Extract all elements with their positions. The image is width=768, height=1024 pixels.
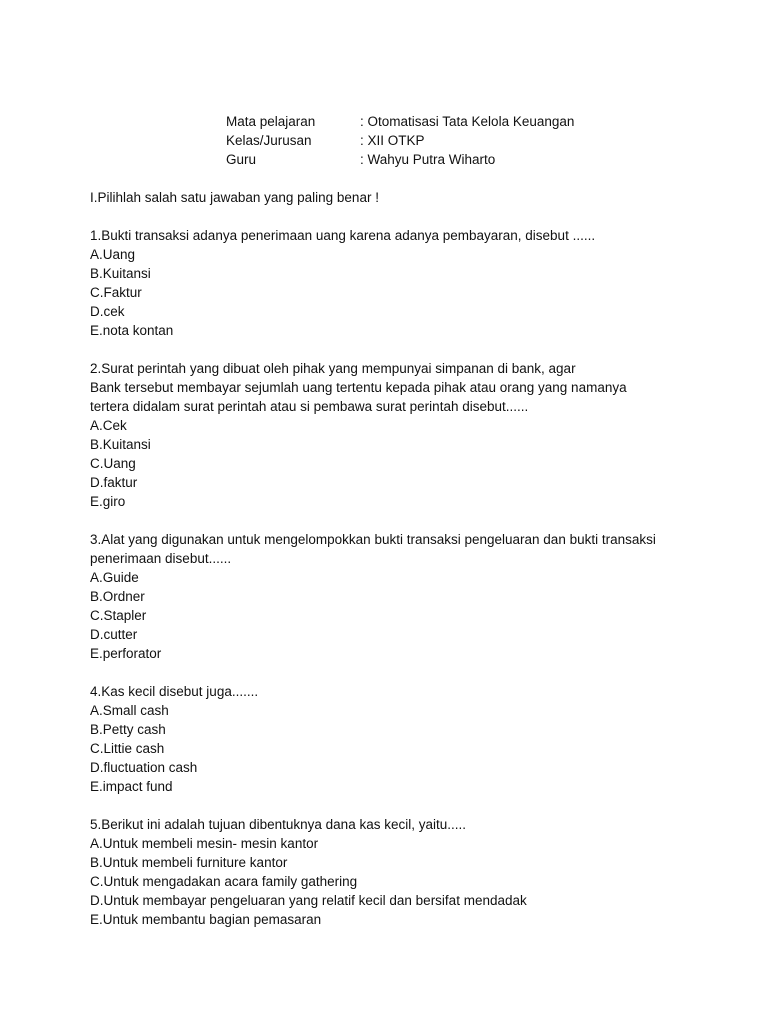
answer-option: B.Kuitansi [90, 437, 151, 452]
question-text: 4.Kas kecil disebut juga....... [90, 684, 259, 699]
document-body [90, 188, 690, 948]
answer-option: C.Faktur [90, 285, 142, 300]
header-value: : Wahyu Putra Wiharto [360, 152, 496, 167]
answer-option: E.impact fund [90, 779, 173, 794]
question-2 [90, 359, 690, 511]
header-row-class [226, 131, 574, 150]
answer-option: B.Petty cash [90, 722, 166, 737]
question-text: penerimaan disebut...... [90, 551, 232, 566]
answer-option: C.Uang [90, 456, 136, 471]
answer-option: A.Cek [90, 418, 127, 433]
answer-option: E.nota kontan [90, 323, 174, 338]
question-3 [90, 530, 690, 663]
answer-option: E.Untuk membantu bagian pemasaran [90, 912, 322, 927]
answer-option: D.fluctuation cash [90, 760, 198, 775]
header-label: Kelas/Jurusan [226, 133, 312, 148]
header-value: : XII OTKP [360, 133, 425, 148]
question-text: 5.Berikut ini adalah tujuan dibentuknya dana kas kecil, yaitu..... [90, 817, 466, 832]
answer-option: E.perforator [90, 646, 162, 661]
answer-option: D.Untuk membayar pengeluaran yang relatif kecil dan bersifat mendadak [90, 893, 527, 908]
header-label: Mata pelajaran [226, 114, 316, 129]
question-4 [90, 682, 690, 796]
question-text: 3.Alat yang digunakan untuk mengelompokkan bukti transaksi pengeluaran dan bukti transaksi [90, 532, 656, 547]
instruction-text: I.Pilihlah salah satu jawaban yang paling benar ! [90, 190, 379, 205]
answer-option: D.cutter [90, 627, 138, 642]
question-text: 1.Bukti transaksi adanya penerimaan uang karena adanya pembayaran, disebut ...... [90, 228, 596, 243]
answer-option: C.Untuk mengadakan acara family gathering [90, 874, 358, 889]
answer-option: B.Untuk membeli furniture kantor [90, 855, 288, 870]
question-text: tertera didalam surat perintah atau si pembawa surat perintah disebut...... [90, 399, 529, 414]
answer-option: A.Uang [90, 247, 136, 262]
question-text: Bank tersebut membayar sejumlah uang tertentu kepada pihak atau orang yang namanya [90, 380, 627, 395]
header-value: : Otomatisasi Tata Kelola Keuangan [360, 114, 575, 129]
answer-option: D.faktur [90, 475, 138, 490]
answer-option: D.cek [90, 304, 125, 319]
header-row-subject [226, 112, 574, 131]
answer-option: A.Guide [90, 570, 139, 585]
answer-option: C.Littie cash [90, 741, 165, 756]
question-text: 2.Surat perintah yang dibuat oleh pihak yang mempunyai simpanan di bank, agar [90, 361, 576, 376]
answer-option: B.Ordner [90, 589, 145, 604]
question-1 [90, 226, 690, 340]
answer-option: A.Untuk membeli mesin- mesin kantor [90, 836, 319, 851]
answer-option: B.Kuitansi [90, 266, 151, 281]
answer-option: E.giro [90, 494, 126, 509]
header-row-teacher [226, 150, 574, 169]
answer-option: A.Small cash [90, 703, 169, 718]
question-5 [90, 815, 690, 929]
answer-option: C.Stapler [90, 608, 147, 623]
header-label: Guru [226, 152, 257, 167]
document-header [226, 112, 574, 169]
